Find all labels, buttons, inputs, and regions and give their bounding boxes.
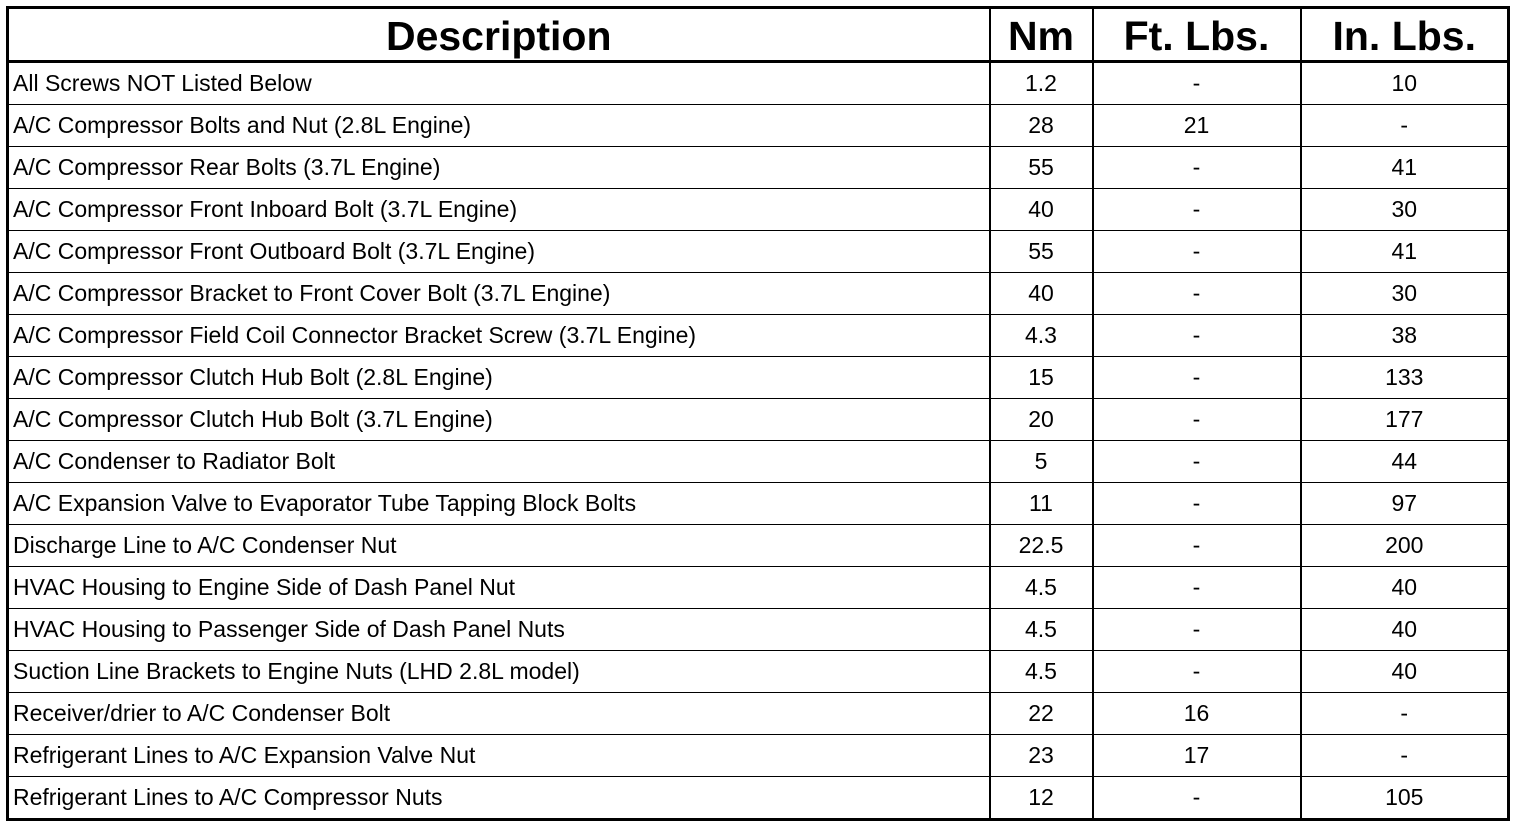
table-row [8, 273, 1509, 315]
cell-nm: 4.5 [990, 567, 1093, 609]
cell-in-lbs: 97 [1301, 483, 1509, 525]
cell-nm: 40 [990, 189, 1093, 231]
cell-nm: 55 [990, 147, 1093, 189]
cell-description: A/C Expansion Valve to Evaporator Tube Tapping Block Bolts [8, 483, 990, 525]
table-row [8, 735, 1509, 777]
cell-in-lbs: 200 [1301, 525, 1509, 567]
cell-in-lbs: - [1301, 693, 1509, 735]
cell-in-lbs: 38 [1301, 315, 1509, 357]
torque-specifications-table [6, 6, 1510, 821]
cell-description: A/C Condenser to Radiator Bolt [8, 441, 990, 483]
cell-nm: 4.5 [990, 609, 1093, 651]
cell-ft-lbs: - [1093, 357, 1301, 399]
cell-ft-lbs: - [1093, 189, 1301, 231]
cell-ft-lbs: - [1093, 651, 1301, 693]
header-in-lbs: In. Lbs. [1301, 8, 1509, 62]
cell-description: A/C Compressor Bracket to Front Cover Bolt (3.7L Engine) [8, 273, 990, 315]
cell-nm: 20 [990, 399, 1093, 441]
table-row [8, 651, 1509, 693]
cell-description: A/C Compressor Rear Bolts (3.7L Engine) [8, 147, 990, 189]
table-row [8, 105, 1509, 147]
table-row [8, 693, 1509, 735]
cell-nm: 22 [990, 693, 1093, 735]
table-row [8, 567, 1509, 609]
cell-description: Receiver/drier to A/C Condenser Bolt [8, 693, 990, 735]
cell-in-lbs: 41 [1301, 231, 1509, 273]
cell-nm: 11 [990, 483, 1093, 525]
header-ft-lbs: Ft. Lbs. [1093, 8, 1301, 62]
cell-ft-lbs: 21 [1093, 105, 1301, 147]
cell-in-lbs: - [1301, 105, 1509, 147]
table-row [8, 441, 1509, 483]
cell-ft-lbs: - [1093, 525, 1301, 567]
cell-ft-lbs: - [1093, 273, 1301, 315]
cell-ft-lbs: - [1093, 62, 1301, 105]
table-row [8, 399, 1509, 441]
cell-nm: 40 [990, 273, 1093, 315]
cell-description: All Screws NOT Listed Below [8, 62, 990, 105]
cell-in-lbs: 30 [1301, 189, 1509, 231]
table-row [8, 62, 1509, 105]
cell-nm: 5 [990, 441, 1093, 483]
table-row [8, 147, 1509, 189]
cell-description: HVAC Housing to Engine Side of Dash Panel Nut [8, 567, 990, 609]
cell-nm: 15 [990, 357, 1093, 399]
cell-nm: 1.2 [990, 62, 1093, 105]
cell-description: HVAC Housing to Passenger Side of Dash Panel Nuts [8, 609, 990, 651]
cell-in-lbs: 44 [1301, 441, 1509, 483]
cell-nm: 55 [990, 231, 1093, 273]
cell-ft-lbs: - [1093, 231, 1301, 273]
table-row [8, 609, 1509, 651]
cell-nm: 23 [990, 735, 1093, 777]
header-nm: Nm [990, 8, 1093, 62]
cell-in-lbs: 40 [1301, 651, 1509, 693]
cell-description: A/C Compressor Clutch Hub Bolt (2.8L Engine) [8, 357, 990, 399]
table-row [8, 483, 1509, 525]
cell-in-lbs: 40 [1301, 567, 1509, 609]
cell-in-lbs: 10 [1301, 62, 1509, 105]
cell-nm: 22.5 [990, 525, 1093, 567]
cell-description: Refrigerant Lines to A/C Compressor Nuts [8, 777, 990, 820]
cell-in-lbs: 133 [1301, 357, 1509, 399]
cell-ft-lbs: - [1093, 483, 1301, 525]
cell-nm: 4.5 [990, 651, 1093, 693]
cell-description: A/C Compressor Bolts and Nut (2.8L Engine) [8, 105, 990, 147]
table-row [8, 525, 1509, 567]
cell-ft-lbs: 16 [1093, 693, 1301, 735]
cell-ft-lbs: - [1093, 609, 1301, 651]
cell-nm: 28 [990, 105, 1093, 147]
cell-ft-lbs: - [1093, 567, 1301, 609]
cell-ft-lbs: - [1093, 147, 1301, 189]
cell-in-lbs: 41 [1301, 147, 1509, 189]
cell-nm: 4.3 [990, 315, 1093, 357]
cell-ft-lbs: - [1093, 399, 1301, 441]
cell-ft-lbs: - [1093, 441, 1301, 483]
cell-description: A/C Compressor Front Inboard Bolt (3.7L Engine) [8, 189, 990, 231]
table-body [8, 62, 1509, 820]
cell-nm: 12 [990, 777, 1093, 820]
cell-description: A/C Compressor Clutch Hub Bolt (3.7L Engine) [8, 399, 990, 441]
cell-ft-lbs: 17 [1093, 735, 1301, 777]
cell-in-lbs: 177 [1301, 399, 1509, 441]
table-row [8, 189, 1509, 231]
header-row [8, 8, 1509, 62]
table-row [8, 357, 1509, 399]
cell-description: A/C Compressor Front Outboard Bolt (3.7L Engine) [8, 231, 990, 273]
cell-ft-lbs: - [1093, 315, 1301, 357]
table-row [8, 777, 1509, 820]
cell-ft-lbs: - [1093, 777, 1301, 820]
cell-description: Discharge Line to A/C Condenser Nut [8, 525, 990, 567]
cell-description: Refrigerant Lines to A/C Expansion Valve Nut [8, 735, 990, 777]
cell-in-lbs: 105 [1301, 777, 1509, 820]
cell-description: A/C Compressor Field Coil Connector Bracket Screw (3.7L Engine) [8, 315, 990, 357]
table-row [8, 315, 1509, 357]
cell-description: Suction Line Brackets to Engine Nuts (LHD 2.8L model) [8, 651, 990, 693]
cell-in-lbs: 40 [1301, 609, 1509, 651]
cell-in-lbs: 30 [1301, 273, 1509, 315]
table-row [8, 231, 1509, 273]
table-header [8, 8, 1509, 62]
cell-in-lbs: - [1301, 735, 1509, 777]
header-description: Description [8, 8, 990, 62]
